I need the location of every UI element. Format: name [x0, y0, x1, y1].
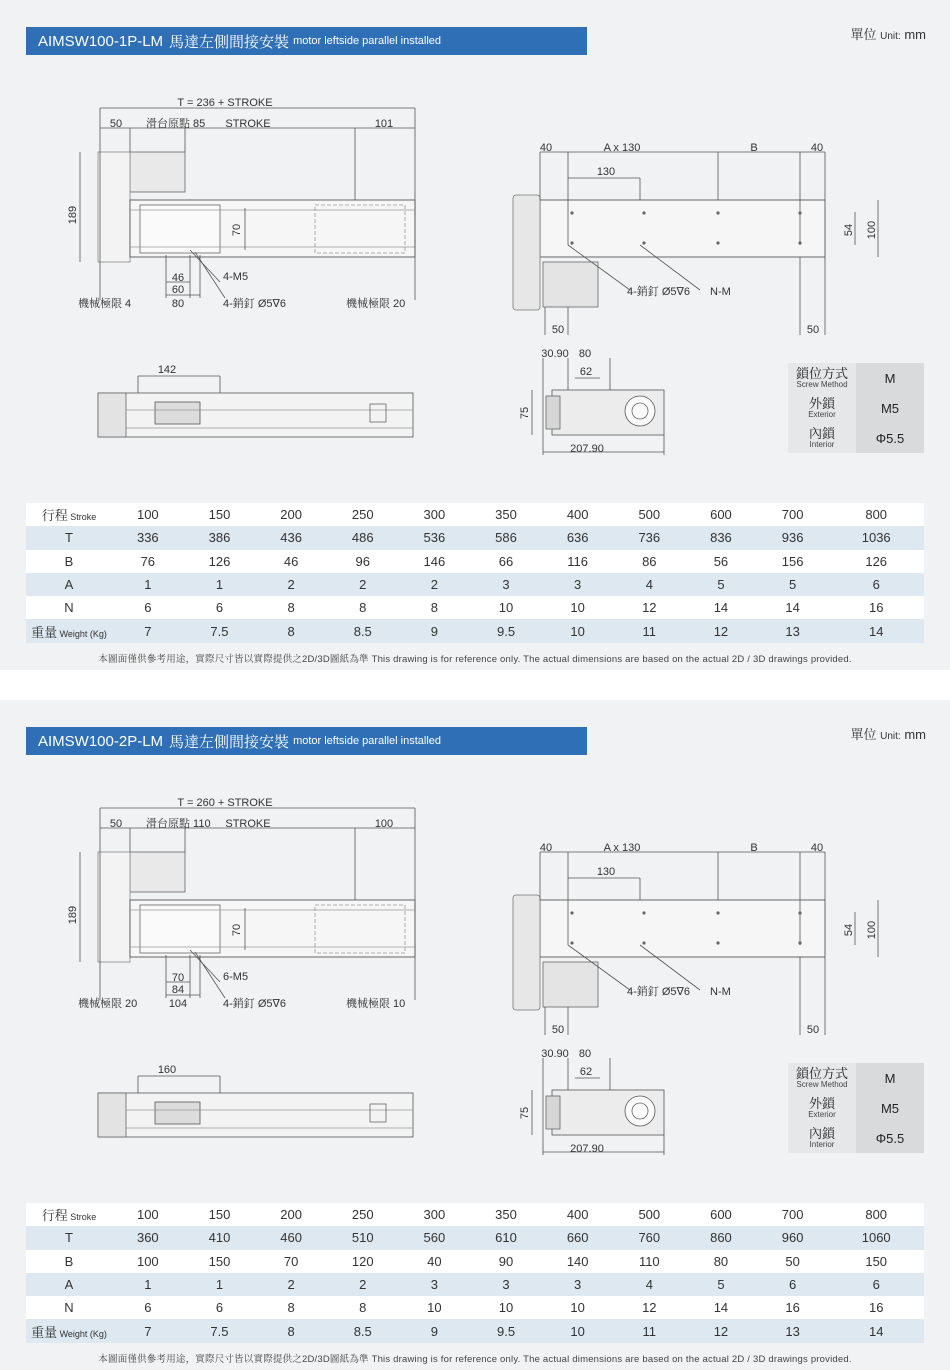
spec-cell: 14 [757, 596, 829, 619]
dim-a-pitch: A x 130 [603, 142, 641, 154]
spec-cell: 7.5 [184, 1319, 256, 1342]
spec-row [26, 1273, 924, 1296]
dim-right-40a: 40 [539, 142, 553, 154]
spec-row-label [26, 1203, 112, 1226]
spec-cell: 3 [542, 573, 614, 596]
spec-row-label-main: T [65, 530, 73, 546]
title-chinese: 馬達左側間接安裝 [169, 733, 290, 751]
unit-zh: 單位 [850, 727, 877, 742]
dim-total-length: T = 260 + STROKE [177, 797, 273, 809]
dim-height-189: 189 [67, 905, 79, 925]
method-label-zh: 內鎖 [808, 425, 835, 441]
spec-cell: 100 [112, 1250, 184, 1273]
spec-cell: 300 [399, 1203, 471, 1226]
spec-cell: 13 [757, 1319, 829, 1342]
spec-cell: 8.5 [327, 619, 399, 642]
method-value: Φ5.5 [856, 1123, 924, 1153]
reference-note: 本圖面僅供參考用途，實際尺寸皆以實際提供之2D/3D圖紙為準 This drawing is for reference only. The actual dimensions are based on the actual 2D / 3D drawings provided. [98, 654, 852, 665]
model-number: AIMSW100-1P-LM [38, 32, 164, 50]
spec-row [26, 596, 924, 619]
method-label-zh: 內鎖 [808, 1125, 835, 1141]
motor-flange [98, 852, 130, 962]
spec-row-label-main: N [64, 1300, 74, 1316]
spec-row-label [26, 1273, 112, 1296]
method-label-zh: 外鎖 [808, 1095, 835, 1111]
spec-cell: 6 [112, 596, 184, 619]
dim-end-20790: 207.90 [570, 443, 604, 455]
method-value: M5 [856, 393, 924, 423]
dim-n-m: N-M [710, 286, 731, 298]
spec-row-label-main: 行程 [41, 508, 68, 524]
method-value: M [856, 363, 924, 393]
spec-cell: 2 [327, 1273, 399, 1296]
spec-cell: 4 [613, 573, 685, 596]
spec-cell: 250 [327, 503, 399, 526]
dim-limit-left: 機械極限 20 [78, 998, 138, 1010]
spec-cell: 386 [184, 526, 256, 549]
dim-right-40a: 40 [539, 842, 553, 854]
spec-cell: 336 [112, 526, 184, 549]
spec-cell: 700 [757, 1203, 829, 1226]
dim-end-75: 75 [519, 1106, 531, 1120]
spec-cell: 16 [757, 1296, 829, 1319]
right-body [540, 200, 825, 257]
spec-cell: 9 [399, 619, 471, 642]
spec-cell: 536 [399, 526, 471, 549]
spec-cell: 2 [399, 573, 471, 596]
spec-cell: 200 [255, 503, 327, 526]
dim-m-holes: 4-M5 [223, 271, 249, 283]
spec-cell: 146 [399, 550, 471, 573]
spec-cell: 2 [327, 573, 399, 596]
unit-en: Unit: [880, 731, 901, 742]
dim-54: 54 [843, 223, 855, 237]
spec-row-label [26, 596, 112, 619]
spec-cell: 486 [327, 526, 399, 549]
motor-body [130, 852, 185, 892]
spec-cell: 636 [542, 526, 614, 549]
spec-cell: 350 [470, 503, 542, 526]
dim-limit-left: 機械極限 4 [78, 298, 132, 310]
dim-height-70: 70 [231, 223, 243, 237]
spec-cell: 9.5 [470, 1319, 542, 1342]
dim-end-3090: 30.90 [541, 1048, 569, 1060]
spec-cell: 8 [255, 1319, 327, 1342]
method-value: M5 [856, 1093, 924, 1123]
spec-cell: 14 [828, 1319, 924, 1342]
spec-cell: 300 [399, 503, 471, 526]
dim-100: 100 [866, 920, 878, 940]
spec-cell: 14 [685, 596, 757, 619]
spec-row-label [26, 503, 112, 526]
spec-cell: 3 [470, 573, 542, 596]
spec-cell: 7 [112, 619, 184, 642]
dim-end-80: 80 [578, 1048, 592, 1060]
right-body [540, 900, 825, 957]
spec-cell: 8 [255, 1296, 327, 1319]
spec-row-label [26, 573, 112, 596]
title-english: motor leftside parallel installed [293, 35, 442, 47]
spec-cell: 10 [470, 1296, 542, 1319]
spec-cell: 12 [685, 1319, 757, 1342]
dim-end-75: 75 [519, 406, 531, 420]
spec-cell: 736 [613, 526, 685, 549]
spec-cell: 7 [112, 1319, 184, 1342]
spec-cell: 8 [399, 596, 471, 619]
spec-cell: 7.5 [184, 619, 256, 642]
spec-cell: 100 [112, 503, 184, 526]
spec-row-label-main: A [64, 1277, 74, 1293]
spec-cell: 1 [184, 1273, 256, 1296]
spec-cell: 1 [184, 573, 256, 596]
method-label-zh: 鎖位方式 [795, 1065, 848, 1081]
dim-m-holes: 6-M5 [223, 971, 249, 983]
spec-cell: 16 [828, 1296, 924, 1319]
spec-cell: 140 [542, 1250, 614, 1273]
spec-row [26, 619, 924, 642]
spec-cell: 10 [542, 619, 614, 642]
spec-cell: 250 [327, 1203, 399, 1226]
dim-hole-60: 60 [171, 284, 185, 296]
spec-cell: 500 [613, 503, 685, 526]
spec-cell: 500 [613, 1203, 685, 1226]
spec-cell: 14 [828, 619, 924, 642]
method-value: Φ5.5 [856, 423, 924, 453]
dim-height-70: 70 [231, 923, 243, 937]
unit-value: mm [904, 727, 926, 742]
spec-cell: 10 [470, 596, 542, 619]
spec-cell: 6 [184, 596, 256, 619]
spec-cell: 1 [112, 1273, 184, 1296]
spec-cell: 150 [184, 1203, 256, 1226]
spec-row [26, 1319, 924, 1342]
spec-cell: 12 [613, 596, 685, 619]
dim-hole-60: 84 [171, 984, 185, 996]
screw-method-table [788, 363, 924, 453]
spec-row [26, 526, 924, 549]
spec-cell: 8 [327, 596, 399, 619]
spec-cell: 150 [828, 1250, 924, 1273]
spec-cell: 560 [399, 1226, 471, 1249]
dim-100: 100 [866, 220, 878, 240]
spec-row-label [26, 526, 112, 549]
dim-end-80: 80 [578, 348, 592, 360]
spec-cell: 1036 [828, 526, 924, 549]
method-label-en: Screw Method [796, 1079, 848, 1089]
spec-row-label [26, 1226, 112, 1249]
spec-cell: 410 [184, 1226, 256, 1249]
spec-row-label-main: T [65, 1230, 73, 1246]
spec-cell: 660 [542, 1226, 614, 1249]
spec-cell: 10 [542, 1296, 614, 1319]
spec-row [26, 1296, 924, 1319]
spec-cell: 16 [828, 596, 924, 619]
spec-row [26, 503, 924, 526]
spec-row-label [26, 1319, 112, 1342]
dim-total-length: T = 236 + STROKE [177, 97, 273, 109]
spec-cell: 3 [542, 1273, 614, 1296]
spec-row [26, 1203, 924, 1226]
side-profile [98, 393, 413, 437]
spec-row-label-main: 重量 [31, 1324, 58, 1340]
method-row [788, 363, 924, 393]
method-label [788, 393, 856, 423]
spec-cell: 150 [184, 503, 256, 526]
dim-left-50: 50 [109, 118, 123, 130]
spec-cell: 9.5 [470, 619, 542, 642]
spec-cell: 6 [828, 573, 924, 596]
spec-row-label-sub: Weight (Kg) [57, 628, 107, 639]
spec-row-label [26, 1296, 112, 1319]
dim-pin: 4-銷釘 Ø5∇6 [223, 998, 286, 1010]
spec-cell: 610 [470, 1226, 542, 1249]
method-row [788, 1123, 924, 1153]
spec-row-label-main: 重量 [31, 624, 58, 640]
dim-right-50a: 50 [551, 324, 565, 336]
spec-cell: 600 [685, 1203, 757, 1226]
model-number: AIMSW100-2P-LM [38, 732, 164, 750]
dim-hole-80: 80 [171, 298, 185, 310]
spec-row-label-main: N [64, 600, 74, 616]
spec-cell: 6 [828, 1273, 924, 1296]
unit-zh: 單位 [850, 27, 877, 42]
spec-cell: 5 [685, 573, 757, 596]
dim-b: B [750, 142, 758, 154]
dim-end-3090: 30.90 [541, 348, 569, 360]
dim-right-pin: 4-銷釘 Ø5∇6 [627, 986, 690, 998]
spec-cell: 70 [255, 1250, 327, 1273]
spec-cell: 8 [255, 619, 327, 642]
spec-row [26, 573, 924, 596]
spec-cell: 960 [757, 1226, 829, 1249]
spec-row-label [26, 619, 112, 642]
spec-row-label-main: B [64, 1253, 74, 1269]
dim-right-margin: 100 [374, 818, 394, 830]
spec-cell: 600 [685, 503, 757, 526]
spec-cell: 3 [399, 1273, 471, 1296]
method-label-en: Exterior [808, 409, 836, 419]
spec-cell: 2 [255, 573, 327, 596]
spec-cell: 6 [112, 1296, 184, 1319]
method-label-zh: 鎖位方式 [795, 365, 848, 381]
spec-cell: 4 [613, 1273, 685, 1296]
dim-pitch-130: 130 [596, 866, 616, 878]
method-row [788, 1093, 924, 1123]
spec-cell: 10 [542, 596, 614, 619]
method-label [788, 363, 856, 393]
method-label-en: Interior [809, 1139, 835, 1149]
spec-cell: 3 [470, 1273, 542, 1296]
spec-row-label-main: A [64, 577, 74, 593]
method-label [788, 423, 856, 453]
spec-cell: 80 [685, 1250, 757, 1273]
dim-height-189: 189 [67, 205, 79, 225]
spec-cell: 700 [757, 503, 829, 526]
spec-row-label-main: 行程 [41, 1208, 68, 1224]
dim-stroke: STROKE [225, 818, 271, 830]
dim-a-pitch: A x 130 [603, 842, 641, 854]
spec-cell: 56 [685, 550, 757, 573]
screw-method-table [788, 1063, 924, 1153]
method-label-en: Screw Method [796, 379, 848, 389]
spec-row-label-sub: Stroke [67, 512, 97, 523]
spec-cell: 96 [327, 550, 399, 573]
unit-value: mm [904, 27, 926, 42]
spec-cell: 10 [542, 1319, 614, 1342]
spec-table [26, 1203, 924, 1343]
spec-cell: 11 [613, 619, 685, 642]
spec-row-label-main: B [64, 553, 74, 569]
spec-cell: 100 [112, 1203, 184, 1226]
dim-hole-80: 104 [168, 998, 188, 1010]
spec-cell: 66 [470, 550, 542, 573]
dim-right-50b: 50 [806, 1024, 820, 1036]
spec-cell: 13 [757, 619, 829, 642]
spec-cell: 14 [685, 1296, 757, 1319]
spec-cell: 10 [399, 1296, 471, 1319]
dim-origin: 滑台原點 110 [146, 818, 211, 830]
drawing-panel-1 [0, 0, 950, 670]
unit-en: Unit: [880, 31, 901, 42]
spec-cell: 156 [757, 550, 829, 573]
spec-cell: 110 [613, 1250, 685, 1273]
spec-cell: 436 [255, 526, 327, 549]
motor-flange [98, 152, 130, 262]
dim-54: 54 [843, 923, 855, 937]
method-label-en: Exterior [808, 1109, 836, 1119]
spec-cell: 586 [470, 526, 542, 549]
spec-cell: 150 [184, 1250, 256, 1273]
spec-row [26, 1250, 924, 1273]
dim-right-50a: 50 [551, 1024, 565, 1036]
dim-hole-46: 46 [171, 272, 185, 284]
method-label [788, 1063, 856, 1093]
spec-cell: 1060 [828, 1226, 924, 1249]
method-label-en: Interior [809, 439, 835, 449]
spec-row [26, 1226, 924, 1249]
spec-cell: 46 [255, 550, 327, 573]
spec-cell: 200 [255, 1203, 327, 1226]
spec-cell: 9 [399, 1319, 471, 1342]
dim-pitch-130: 130 [596, 166, 616, 178]
dim-right-margin: 101 [374, 118, 394, 130]
spec-cell: 760 [613, 1226, 685, 1249]
reference-note: 本圖面僅供參考用途，實際尺寸皆以實際提供之2D/3D圖紙為準 This drawing is for reference only. The actual dimensions are based on the actual 2D / 3D drawings provided. [98, 1354, 852, 1365]
dim-right-40b: 40 [810, 142, 824, 154]
dim-carriage-width: 160 [157, 1064, 177, 1076]
dim-end-20790: 207.90 [570, 1143, 604, 1155]
dim-right-pin: 4-銷釘 Ø5∇6 [627, 286, 690, 298]
drawing-panel-2 [0, 700, 950, 1370]
spec-row-label-sub: Stroke [67, 1212, 97, 1223]
side-profile [98, 1093, 413, 1137]
spec-cell: 400 [542, 1203, 614, 1226]
spec-cell: 120 [327, 1250, 399, 1273]
spec-cell: 5 [685, 1273, 757, 1296]
spec-cell: 50 [757, 1250, 829, 1273]
spec-cell: 360 [112, 1226, 184, 1249]
spec-cell: 8.5 [327, 1319, 399, 1342]
dim-end-62: 62 [579, 1066, 593, 1078]
spec-cell: 936 [757, 526, 829, 549]
spec-cell: 400 [542, 503, 614, 526]
spec-cell: 12 [685, 619, 757, 642]
spec-cell: 5 [757, 573, 829, 596]
spec-cell: 460 [255, 1226, 327, 1249]
spec-cell: 40 [399, 1250, 471, 1273]
spec-cell: 350 [470, 1203, 542, 1226]
title-chinese: 馬達左側間接安裝 [169, 33, 290, 51]
dim-left-50: 50 [109, 818, 123, 830]
spec-cell: 860 [685, 1226, 757, 1249]
spec-row-label [26, 1250, 112, 1273]
dim-right-40b: 40 [810, 842, 824, 854]
spec-cell: 90 [470, 1250, 542, 1273]
spec-cell: 86 [613, 550, 685, 573]
dim-carriage-width: 142 [157, 364, 177, 376]
spec-cell: 800 [828, 503, 924, 526]
spec-cell: 126 [184, 550, 256, 573]
spec-cell: 12 [613, 1296, 685, 1319]
spec-cell: 836 [685, 526, 757, 549]
spec-table [26, 503, 924, 643]
dim-origin: 滑台原點 85 [146, 118, 206, 130]
dim-hole-46: 70 [171, 972, 185, 984]
method-row [788, 423, 924, 453]
spec-cell: 8 [255, 596, 327, 619]
method-row [788, 393, 924, 423]
method-label [788, 1123, 856, 1153]
method-value: M [856, 1063, 924, 1093]
spec-row-label [26, 550, 112, 573]
dim-stroke: STROKE [225, 118, 271, 130]
title-english: motor leftside parallel installed [293, 735, 442, 747]
dim-b: B [750, 842, 758, 854]
spec-cell: 76 [112, 550, 184, 573]
method-label-zh: 外鎖 [808, 395, 835, 411]
spec-cell: 2 [255, 1273, 327, 1296]
dim-limit-right: 機械極限 10 [346, 998, 406, 1010]
spec-cell: 6 [184, 1296, 256, 1319]
dim-pin: 4-銷釘 Ø5∇6 [223, 298, 286, 310]
spec-cell: 800 [828, 1203, 924, 1226]
method-row [788, 1063, 924, 1093]
motor-body [130, 152, 185, 192]
method-label [788, 1093, 856, 1123]
spec-cell: 11 [613, 1319, 685, 1342]
spec-cell: 6 [757, 1273, 829, 1296]
dim-limit-right: 機械極限 20 [346, 298, 406, 310]
dim-right-50b: 50 [806, 324, 820, 336]
spec-cell: 510 [327, 1226, 399, 1249]
spec-cell: 8 [327, 1296, 399, 1319]
spec-cell: 126 [828, 550, 924, 573]
dim-end-62: 62 [579, 366, 593, 378]
spec-row [26, 550, 924, 573]
spec-cell: 1 [112, 573, 184, 596]
spec-row-label-sub: Weight (Kg) [57, 1328, 107, 1339]
dim-n-m: N-M [710, 986, 731, 998]
spec-cell: 116 [542, 550, 614, 573]
